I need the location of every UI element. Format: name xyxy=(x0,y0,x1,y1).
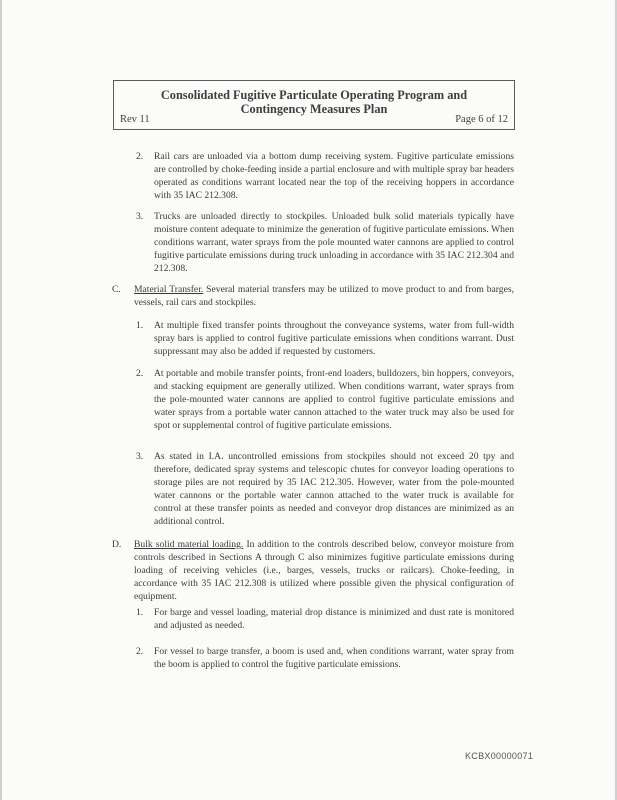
item-number: 2. xyxy=(136,368,144,379)
section-letter: C. xyxy=(112,284,121,295)
header-box xyxy=(113,80,515,130)
item-number: 3. xyxy=(136,451,144,462)
scan-edge-left xyxy=(0,0,2,800)
item-text: Trucks are unloaded directly to stockpiles. Unloaded bulk solid materials typically have moisture content adequate to minimize the generation of fugitive particulate emissions. When conditions warrant, water sprays from the pole mounted water cannons are applied to control fugitive particulate emissions during truck unloading in accordance with 35 IAC 212.304 and 212.308. xyxy=(154,211,514,275)
section-letter: D. xyxy=(112,539,122,550)
page-number: Page 6 of 12 xyxy=(455,114,508,125)
item-number: 3. xyxy=(136,211,144,222)
item-text: Rail cars are unloaded via a bottom dump receiving system. Fugitive particulate emissions are controlled by choke-feeding inside a partial enclosure and with multiple spray bar headers operated as conditions warrant located near the top of the receiving hoppers in accordance with 35 IAC 212.308. xyxy=(154,151,514,202)
section-body: In addition to the controls described below, conveyor moisture from controls described in Sections A through C also minimizes fugitive particulate emissions during loading of receiving vehicles (i.e., barges, vessels, trucks or railcars). Choke-feeding, in accordance with 35 IAC 212.308 is utilized where possible given the physical configuration of equipment. xyxy=(134,539,515,603)
header-title-line1: Consolidated Fugitive Particulate Operating Program and xyxy=(160,88,468,102)
section-heading: Material Transfer. xyxy=(134,284,204,295)
item-text: At portable and mobile transfer points, front-end loaders, bulldozers, bin hoppers, conveyors, and stacking equipment are generally utilized. When conditions warrant, water sprays from the pole-mounted water cannons are applied to control fugitive particulate emissions and water sprays from a portable water cannon attached to the water truck may also be used for spot or supplemental control of fugitive particulate emissions. xyxy=(154,368,514,432)
item-number: 2. xyxy=(136,646,144,657)
section-text xyxy=(134,283,514,309)
header-title xyxy=(114,88,514,116)
bates-number: KCBX00000071 xyxy=(465,751,534,761)
header-title-line2: Contingency Measures Plan xyxy=(240,102,388,116)
item-number: 2. xyxy=(136,151,144,162)
section-heading: Bulk solid material loading. xyxy=(134,539,244,550)
item-number: 1. xyxy=(136,320,144,331)
section-body: Several material transfers may be utilized to move product to and from barges, vessels, rail cars and stockpiles. xyxy=(134,284,514,309)
item-number: 1. xyxy=(136,607,144,618)
item-text: As stated in I.A. uncontrolled emissions from stockpiles should not exceed 20 tpy and therefore, dedicated spray systems and telescopic chutes for conveyor loading operations to storage piles are not required by 35 IAC 212.305. However, water from the pole-mounted water cannons or the portable water cannon attached to the water truck is available for control at these transfer points as needed and conveyor drop distances are minimized as an additional control. xyxy=(154,451,514,528)
section-text xyxy=(134,538,514,603)
item-text: For barge and vessel loading, material drop distance is minimized and dust rate is monitored and adjusted as needed. xyxy=(154,607,514,632)
item-text: At multiple fixed transfer points throughout the conveyance systems, water from full-width spray bars is applied to control fugitive particulate emissions when conditions warrant. Dust suppressant may also be added if requested by customers. xyxy=(154,320,514,358)
item-text: For vessel to barge transfer, a boom is used and, when conditions warrant, water spray from the boom is applied to control the fugitive particulate emissions. xyxy=(154,646,514,671)
revision-label: Rev 11 xyxy=(120,114,150,125)
